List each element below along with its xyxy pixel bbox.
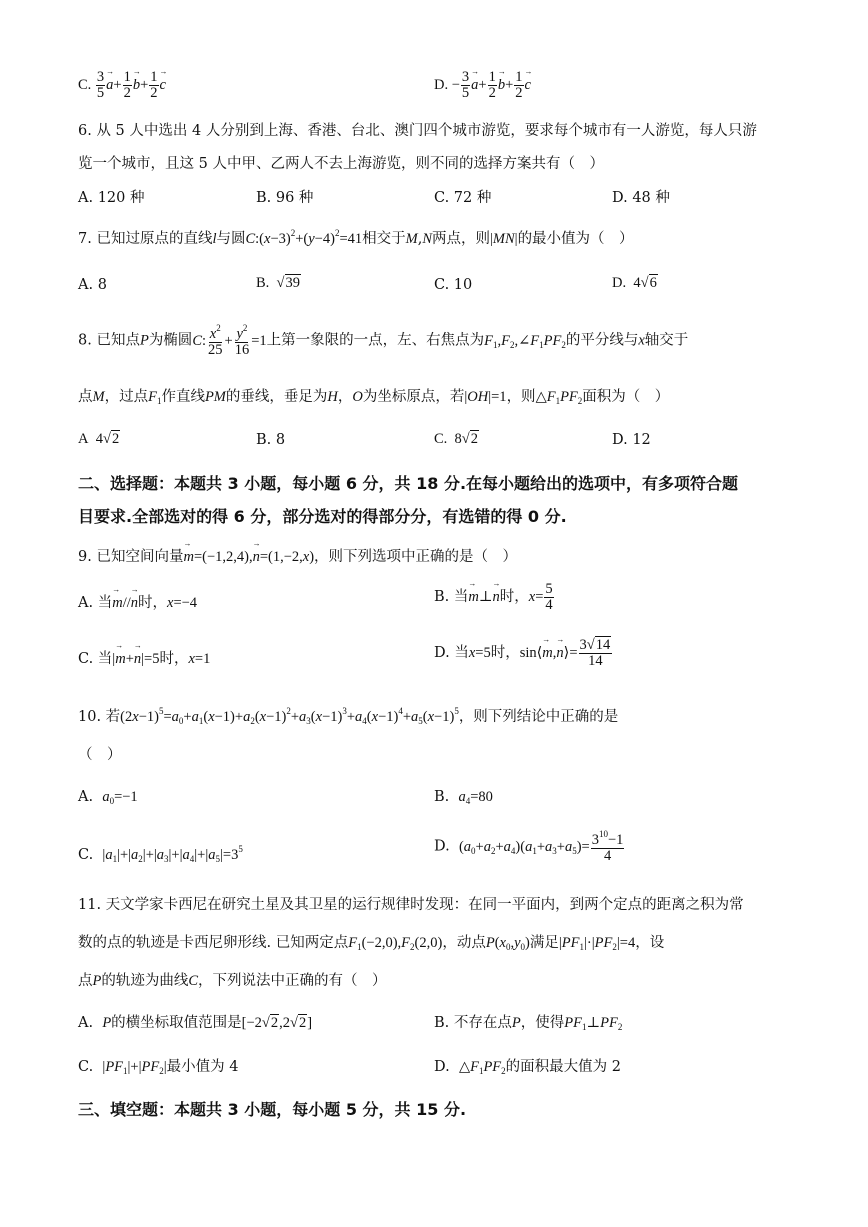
q9-stem: 9. 已知空间向量→ m=(−1,2,4),→ n=(1,−2,x)，则下列选项中正确的是（ ） [78, 548, 517, 566]
q8-option-c: C. 8√2 [434, 431, 479, 447]
q9-option-d: D. 当x=5时，sin⟨→ m,→ n⟩= $\frac{3√14}{14}$ [434, 638, 613, 669]
q11-line3-a: 点 [78, 973, 93, 989]
q10-prefix: 10. 若 [78, 709, 121, 725]
q11-option-c-text: 最小值为 4 [166, 1059, 239, 1075]
q8-option-d: D. 12 [612, 432, 651, 448]
q10-option-d: D. $(a_0+a_2+a_4)(a_1+a_3+a_5)=$ $\frac{3^{10}-1}{4}$ [434, 829, 624, 865]
section2-heading-line2: 目要求.全部选对的得 6 分，部分选对的得部分分，有选错的得 0 分. [78, 507, 567, 526]
q11-option-d-label: D. [434, 1059, 450, 1075]
q8-mid2: 上第一象限的一点，左、右焦点为 [266, 332, 485, 349]
q8-line2: 点M，过点$F_1$作直线PM的垂线，垂足为H，O为坐标原点，若|OH|=1，则$\triangle F_1PF_2$面积为（ ） [78, 389, 670, 406]
q9-option-d-pre: D. 当 [434, 645, 469, 662]
q6-option-c: C. 72 种 [434, 190, 492, 206]
q7-mid3: 两点，则 [432, 231, 490, 247]
q7-prefix: 7. 已知过原点的直线 [78, 231, 213, 247]
q10-option-a: A. $a_0=-1$ [78, 789, 138, 806]
q8-line2-b: ，过点 [104, 389, 149, 405]
q10-suffix: ，则下列结论中正确的是 [458, 709, 619, 725]
q6-line1: 6. 从 5 人中选出 4 人分别到上海、香港、台北、澳门四个城市游览，要求每个城市有一人游览，每人只游 [78, 123, 757, 139]
q7-option-d: D. 4√6 [612, 275, 657, 291]
q8-line2-e: ， [337, 389, 353, 405]
q11-option-b-a: B. 不存在点 [434, 1015, 512, 1031]
q8-prefix: 8. 已知点 [78, 332, 140, 349]
q8-line2-h: 面积为（ ） [582, 389, 670, 405]
q11-option-a: A. P的横坐标取值范围是[−2√2,2√2] [78, 1015, 313, 1031]
q10-stem: 10. 若$(2x-1)^5=a_0+a_1(x-1)+a_2(x-1)^2+a_3(x-1)^3+a_4(x-1)^4+a_5(x-1)^5$，则下列结论中正确的是 [78, 706, 619, 726]
q8-mid1: 为椭圆 [148, 332, 193, 349]
q7-suffix: 的最小值为（ ） [517, 231, 634, 247]
q8-option-a-label: A [78, 431, 89, 447]
q10-option-d-label: D. [434, 838, 450, 855]
q8-option-c-coef: 8 [454, 431, 462, 447]
q11-option-c-label: C. [78, 1059, 94, 1075]
q7-mid1: 与圆 [216, 231, 246, 247]
q11-option-b: B. 不存在点P，使得$PF_1\perp PF_2$ [434, 1015, 623, 1032]
q8-option-c-radicand: 2 [470, 431, 479, 447]
q10-option-b-label: B. [434, 789, 450, 805]
q6-option-b: B. 96 种 [256, 190, 314, 206]
q11-line2: 数的点的轨迹是卡西尼卵形线. 已知两定点$F_1(-2,0),F_2(2,0)$，动点$P(x_0,y_0)$满足$|PF_1|\cdot|PF_2|=4$，设 [78, 935, 665, 952]
q10-line2: （ ） [78, 747, 122, 763]
q8-line2-f: 为坐标原点，若 [362, 389, 465, 405]
q9-option-b: B. 当→ m⊥→ n时，x= $\frac{5}{4}$ [434, 582, 555, 613]
q8-line2-c: 作直线 [161, 389, 205, 405]
q7-option-b-label: B. [256, 275, 270, 291]
q10-option-c-label: C. [78, 847, 94, 863]
q11-line3: 点P的轨迹为曲线C，下列说法中正确的有（ ） [78, 973, 387, 989]
q8-option-c-label: C. [434, 431, 448, 447]
q7-option-c: C. 10 [434, 277, 473, 293]
q9-option-c: C. 当|→ m+→ n|=5时，x=1 [78, 650, 210, 668]
q11-line2-d: ，设 [635, 935, 665, 951]
q11-option-b-b: ，使得 [520, 1015, 565, 1031]
q6-option-d: D. 48 种 [612, 190, 670, 206]
q7-option-a: A. 8 [78, 277, 107, 293]
q10-option-c: C. $|a_1|+|a_2|+|a_3|+|a_4|+|a_5|=3^5$ [78, 844, 243, 864]
q9-option-d-mid: 时， [490, 645, 520, 662]
q11-line2-b: ，动点 [442, 935, 486, 951]
section2-heading-line1: 二、选择题：本题共 3 小题，每小题 6 分，共 18 分.在每小题给出的选项中，有多项符合题 [78, 474, 739, 493]
q8-line2-g: ，则 [506, 389, 536, 405]
q11-line3-c: ，下列说法中正确的有（ ） [198, 973, 387, 989]
q11-option-a-text: 的横坐标取值范围是 [111, 1015, 242, 1031]
q6-line2: 览一个城市，且这 5 人中甲、乙两人不去上海游览，则不同的选择方案共有（ ） [78, 156, 604, 172]
q8-line2-d: 的垂线，垂足为 [225, 389, 328, 405]
q11-line3-b: 的轨迹为曲线 [101, 973, 189, 989]
q10-option-a-label: A. [78, 789, 94, 805]
q11-option-a-label: A. [78, 1015, 94, 1031]
q7-option-d-coef: 4 [633, 275, 641, 291]
q9-option-a-pre: A. 当 [78, 595, 113, 611]
q8-option-a-radicand: 2 [111, 431, 120, 447]
q9-prefix: 9. 已知空间向量 [78, 549, 184, 565]
q11-line1: 11. 天文学家卡西尼在研究土星及其卫星的运行规律时发现：在同一平面内，到两个定点的距离之积为常 [78, 897, 744, 913]
q7-option-b: B. √39 [256, 275, 301, 291]
q8-line2-a: 点 [78, 389, 93, 405]
q9-suffix: ，则下列选项中正确的是（ ） [314, 549, 518, 565]
q9-option-a: A. 当→ m//→ n时，x=−4 [78, 594, 197, 612]
q7-option-b-value: 39 [285, 275, 301, 291]
q5-option-c: C. $\frac{3}{5}$ → a+ $\frac{1}{2}$ → b+ $\frac{1}{2}$ → c [78, 70, 166, 101]
q8-option-a: A 4√2 [78, 431, 120, 447]
q8-option-a-coef: 4 [95, 431, 103, 447]
q6-option-a: A. 120 种 [78, 190, 145, 206]
q8-mid3: 的平分线与 [565, 332, 639, 349]
q10-option-b: B. $a_4=80$ [434, 789, 493, 806]
q7-stem: 7. 已知过原点的直线l与圆$C:(x-3)^2+(y-4)^2=41$相交于M,N两点，则|MN|的最小值为（ ） [78, 228, 634, 247]
q7-mid2: 相交于 [362, 231, 406, 247]
q7-option-d-label: D. [612, 275, 627, 291]
q8-option-b: B. 8 [256, 432, 286, 448]
q11-option-c: C. $|PF_1|+|PF_2|$最小值为 4 [78, 1059, 239, 1076]
q11-line2-c: 满足 [529, 935, 559, 951]
q11-line2-a: 数的点的轨迹是卡西尼卵形线. 已知两定点 [78, 935, 349, 951]
q9-option-b-pre: B. 当 [434, 589, 469, 606]
q9-option-c-mid: 时， [159, 651, 189, 667]
section3-heading: 三、填空题：本题共 3 小题，每小题 5 分，共 15 分. [78, 1100, 467, 1119]
q7-option-d-radicand: 6 [649, 275, 657, 291]
q9-option-b-mid: 时， [499, 589, 529, 606]
q5-option-d: D. − $\frac{3}{5}$ → a+ $\frac{1}{2}$ → b+ $\frac{1}{2}$ → c [434, 70, 531, 101]
q9-option-a-mid: 时， [138, 595, 167, 611]
q8-line1: 8. 已知点P为椭圆C: $\frac{x^2}{25}$ + $\frac{y^2}{16}$ =1上第一象限的一点，左、右焦点为$F_1,F_2,\angle F_1PF_2$的平分线与x轴交于 [78, 323, 689, 359]
q11-option-d-text: 的面积最大值为 2 [505, 1059, 622, 1075]
q9-option-c-pre: C. 当 [78, 651, 113, 667]
q8-mid4: 轴交于 [644, 332, 689, 349]
q11-option-d: D. $\triangle F_1PF_2$的面积最大值为 2 [434, 1059, 622, 1076]
